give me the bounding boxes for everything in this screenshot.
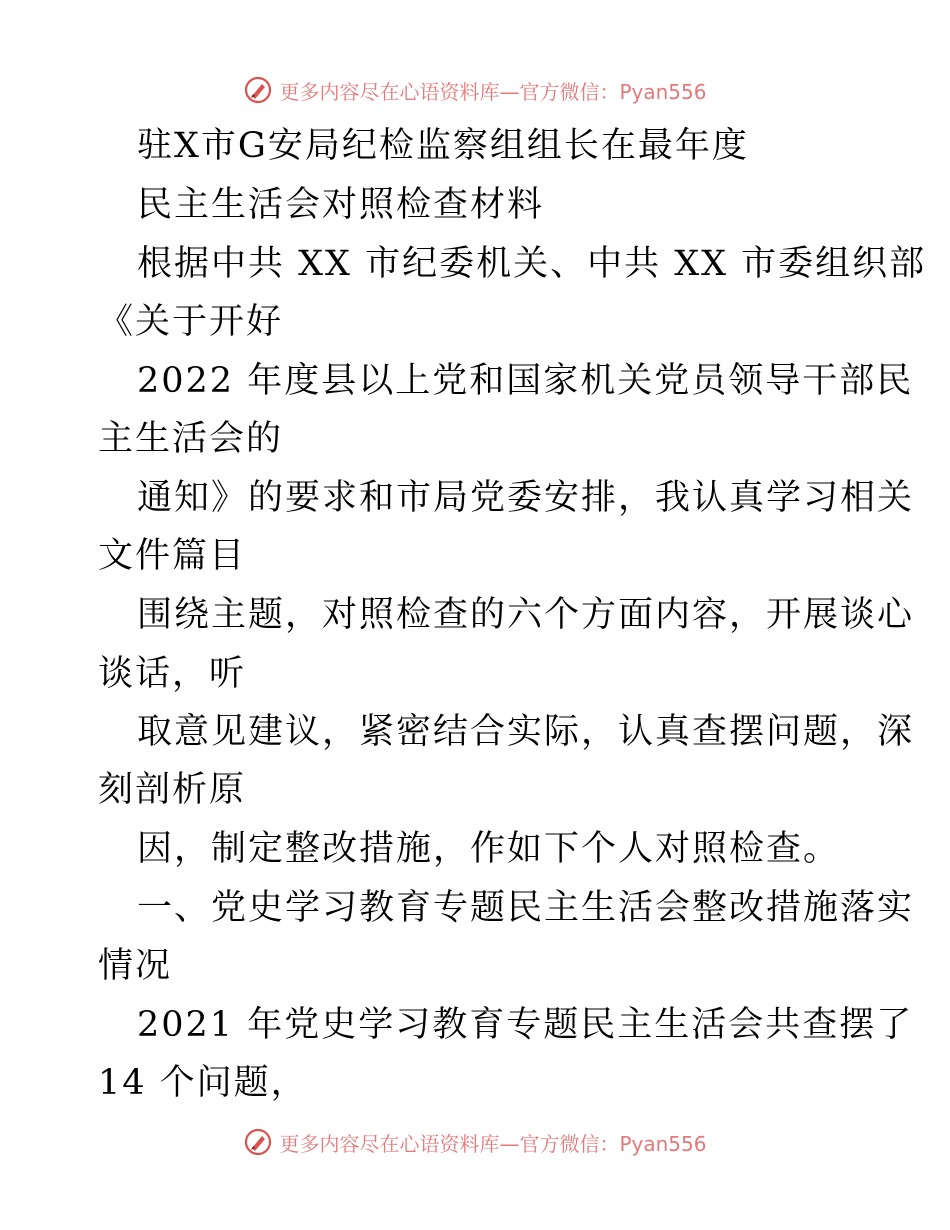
pen-nib-logo-icon: [243, 1127, 273, 1157]
section-heading-1-cont: 情况: [98, 946, 173, 986]
body-line: 因，制定整改措施，作如下个人对照检查。: [137, 829, 841, 869]
watermark-text: 更多内容尽在心语资料库—官方微信：Pyan556: [279, 1131, 707, 1156]
body-line: 14 个问题，: [98, 1063, 308, 1103]
body-line: 2022 年度县以上党和国家机关党员领导干部民: [137, 361, 914, 401]
doc-title-line-1: 驻X市G安局纪检监察组组长在最年度: [137, 126, 749, 166]
watermark-text: 更多内容尽在心语资料库—官方微信：Pyan556: [279, 79, 707, 104]
body-line: 刻剖析原: [98, 770, 247, 810]
pen-nib-logo-icon: [243, 75, 273, 105]
body-line: 《关于开好: [98, 302, 284, 342]
footer-watermark: [0, 1122, 950, 1162]
body-line: 文件篇目: [98, 536, 247, 576]
section-heading-1: 一、党史学习教育专题民主生活会整改措施落实: [137, 888, 915, 928]
body-line: 根据中共 XX 市纪委机关、中共 XX 市委组织部: [137, 244, 927, 284]
body-line: 取意见建议，紧密结合实际，认真查摆问题，深: [137, 712, 915, 752]
doc-title-line-2: 民主生活会对照检查材料: [137, 185, 545, 225]
body-line: 主生活会的: [98, 419, 284, 459]
body-line: 围绕主题，对照检查的六个方面内容，开展谈心: [137, 595, 915, 635]
header-watermark: [0, 70, 950, 110]
body-line: 谈话，听: [98, 654, 247, 694]
body-line: 通知》的要求和市局党委安排，我认真学习相关: [137, 478, 915, 518]
body-line: 2021 年党史学习教育专题民主生活会共查摆了: [137, 1005, 914, 1045]
